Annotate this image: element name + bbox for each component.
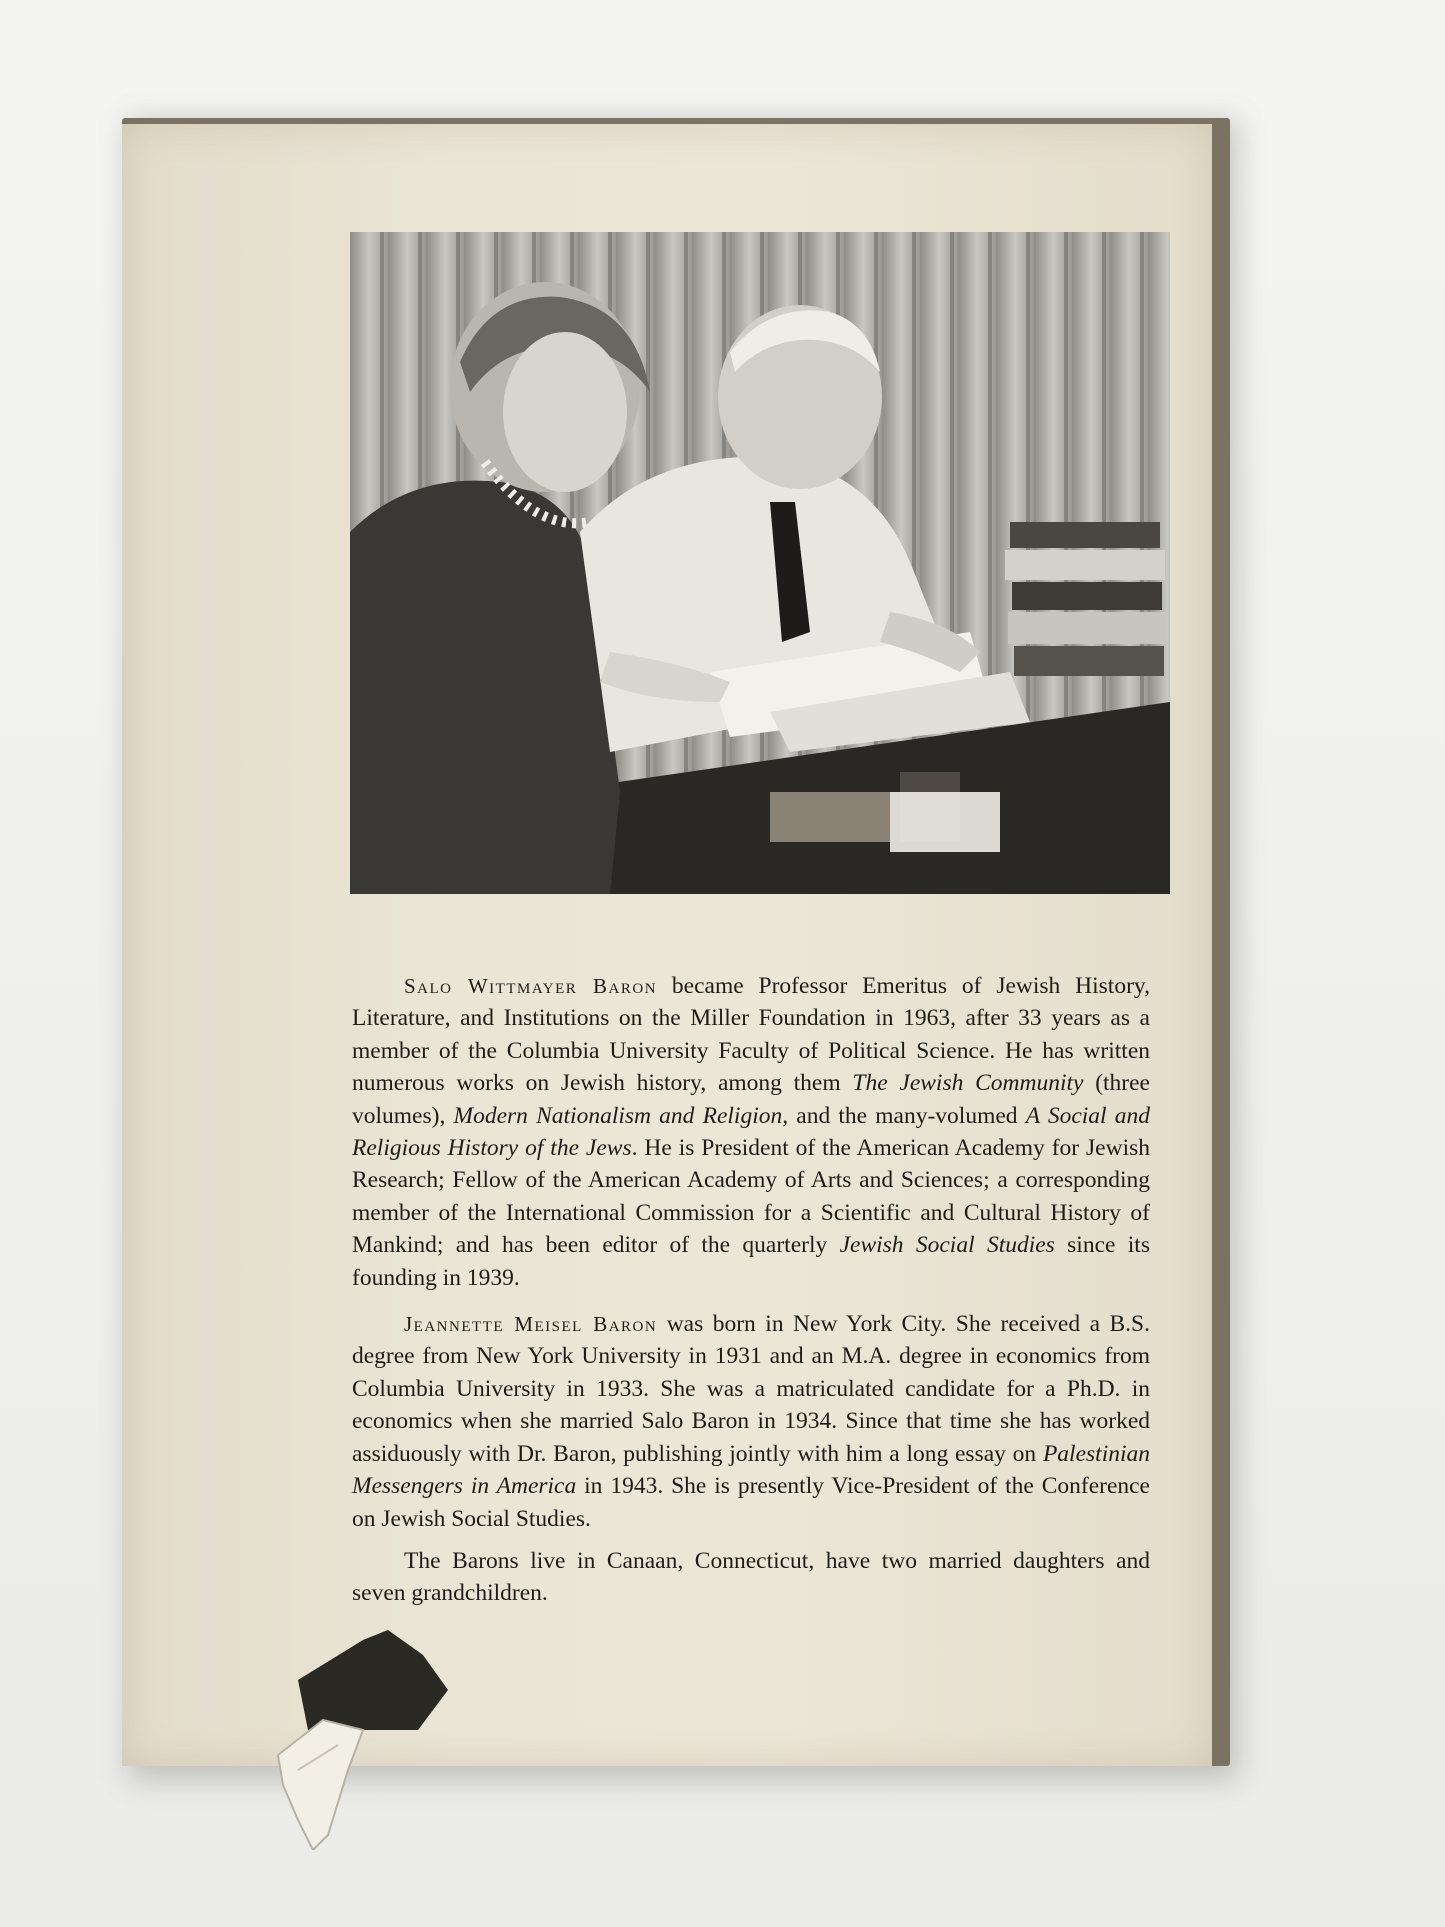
author-name-salo: Salo Wittmayer Baron	[404, 974, 658, 998]
work-title: Modern Nationalism and Religion,	[453, 1102, 789, 1129]
author-photo-image	[350, 232, 1170, 894]
bio-salo-baron: Salo Wittmayer Baron became Professor Emeritus of Jewish History, Literature, and Institutions on the Miller Foundation in 1963, after 33 years as a member of the Columbia University Faculty of Political Science. He has written numerous works on Jewish history, among them The Jewish Community (three volumes), Modern Nationalism and Religion, and the many-volumed A Social and Religious History of the Jews. He is President of the American Academy for Jewish Research; Fellow of the American Academy of Arts and Sciences; a corresponding member of the International Commission for a Scientific and Cultural History of Mankind; and has been editor of the quarterly Jewish Social Studies since its founding in 1939.	[352, 973, 1151, 1291]
work-title: Palestinian Messengers in America	[352, 1440, 1150, 1500]
work-title: The Jewish Community	[852, 1070, 1084, 1097]
jacket-tear	[268, 1620, 478, 1850]
family-note: The Barons live in Canaan, Connecticut, have two married daughters and seven grandchildren.	[352, 1547, 1150, 1607]
author-photo	[350, 232, 1170, 894]
author-biographies	[352, 970, 1150, 1624]
work-title: A Social and Religious History of the Jews	[352, 1102, 1151, 1162]
bio-jeannette-baron: Jeannette Meisel Baron was born in New York City. She received a B.S. degree from New York University in 1931 and an M.A. degree in economics from Columbia University in 1933. She was a matriculated candidate for a Ph.D. in economics when she married Salo Baron in 1934. Since that time she has worked assiduously with Dr. Baron, publishing jointly with him a long essay on Palestinian Messengers in America in 1943. She is presently Vice-President of the Conference on Jewish Social Studies.	[352, 1311, 1150, 1532]
work-title: Jewish Social Studies	[839, 1232, 1055, 1259]
author-name-jeannette: Jeannette Meisel Baron	[404, 1312, 658, 1337]
